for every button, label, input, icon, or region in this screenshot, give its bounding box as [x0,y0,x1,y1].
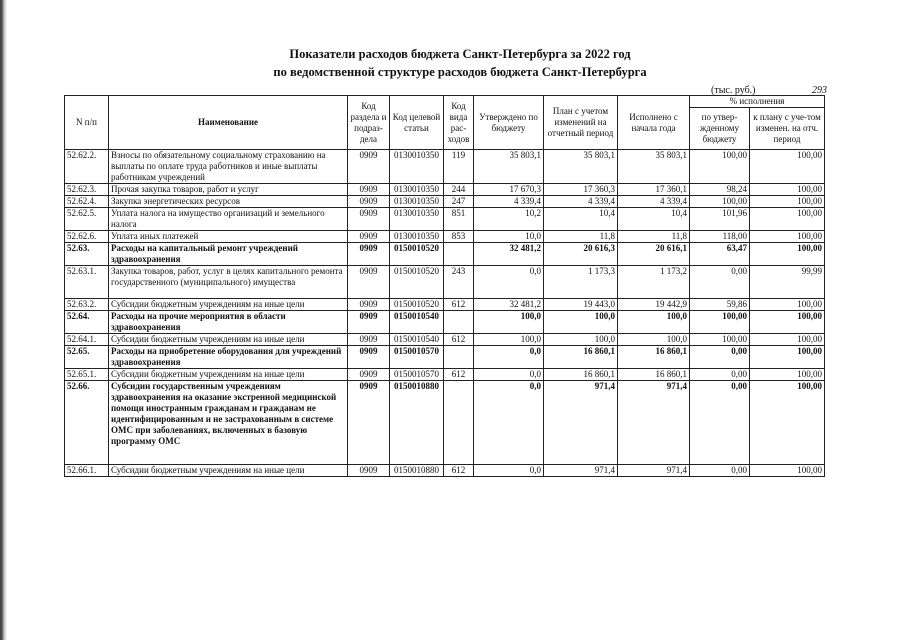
col-header-kind: Код вида рас-ходов [444,96,474,150]
row-plan: 4 339,4 [544,196,618,208]
table-row [65,266,825,299]
row-approved: 100,0 [474,311,544,334]
col-header-section: Код раздела и подраз-дела [348,96,390,150]
row-executed: 11,8 [618,231,690,243]
row-section-code: 0909 [348,184,390,196]
row-kind-code: 612 [444,334,474,346]
row-kind-code: 612 [444,465,474,477]
row-kind-code: 851 [444,208,474,231]
row-name: Уплата иных платежей [109,231,348,243]
page-title: Показатели расходов бюджета Санкт-Петербурга за 2022 год [289,47,631,61]
row-plan: 1 173,3 [544,266,618,299]
row-pct-plan: 100,00 [750,465,825,477]
row-num: 52.63.1. [65,266,109,299]
row-num: 52.63. [65,243,109,266]
row-executed: 17 360,1 [618,184,690,196]
row-approved: 0,0 [474,381,544,465]
col-header-target: Код целевой статьи [390,96,444,150]
page-subtitle: по ведомственной структуре расходов бюджета Санкт-Петербурга [273,65,647,79]
col-header-percent: % исполнения [690,96,825,108]
row-approved: 32 481,2 [474,243,544,266]
row-pct-budget: 100,00 [690,311,750,334]
row-pct-budget: 100,00 [690,150,750,184]
row-kind-code [444,346,474,369]
row-name: Субсидии бюджетным учреждениям на иные цели [109,465,348,477]
row-target-code: 0150010520 [390,299,444,311]
row-target-code: 0130010350 [390,231,444,243]
page-number: 293 [812,85,827,96]
row-executed: 16 860,1 [618,346,690,369]
row-executed: 971,4 [618,381,690,465]
row-pct-plan: 100,00 [750,299,825,311]
row-pct-budget: 101,96 [690,208,750,231]
row-pct-plan: 100,00 [750,231,825,243]
row-pct-plan: 100,00 [750,196,825,208]
row-name: Прочая закупка товаров, работ и услуг [109,184,348,196]
row-section-code: 0909 [348,150,390,184]
row-num: 52.64. [65,311,109,334]
row-kind-code: 247 [444,196,474,208]
row-section-code: 0909 [348,208,390,231]
row-target-code: 0150010520 [390,243,444,266]
table-row [65,346,825,369]
row-pct-plan: 100,00 [750,184,825,196]
row-num: 52.62.6. [65,231,109,243]
row-num: 52.66.1. [65,465,109,477]
row-section-code: 0909 [348,346,390,369]
row-name: Субсидии государственным учреждениям здравоохранения на оказание экстренной медицинской помощи иностранным гражданам и гражданам не идентифицированным и не застрахованным в системе ОМС при заболеваниях, включенных в базовую программу ОМС [109,381,348,465]
col-header-pct-budget: по утвер-жденному бюджету [690,108,750,150]
row-approved: 4 339,4 [474,196,544,208]
table-row [65,208,825,231]
row-executed: 20 616,1 [618,243,690,266]
row-kind-code [444,311,474,334]
row-plan: 16 860,1 [544,346,618,369]
row-target-code: 0150010520 [390,266,444,299]
row-plan: 35 803,1 [544,150,618,184]
row-num: 52.66. [65,381,109,465]
table-row [65,184,825,196]
row-target-code: 0130010350 [390,150,444,184]
row-pct-budget: 63,47 [690,243,750,266]
row-kind-code: 119 [444,150,474,184]
row-target-code: 0130010350 [390,184,444,196]
table-row [65,243,825,266]
table-row [65,150,825,184]
row-executed: 971,4 [618,465,690,477]
budget-table [64,95,825,477]
row-num: 52.65.1. [65,369,109,381]
row-num: 52.62.5. [65,208,109,231]
row-approved: 35 803,1 [474,150,544,184]
row-section-code: 0909 [348,369,390,381]
table-row [65,196,825,208]
row-kind-code [444,243,474,266]
row-pct-budget: 118,00 [690,231,750,243]
scan-edge [0,0,7,640]
row-section-code: 0909 [348,381,390,465]
col-header-plan: План с учетом изменений на отчетный период [544,96,618,150]
row-name: Субсидии бюджетным учреждениям на иные цели [109,369,348,381]
row-name: Субсидии бюджетным учреждениям на иные цели [109,334,348,346]
row-executed: 1 173,2 [618,266,690,299]
row-plan: 20 616,3 [544,243,618,266]
row-target-code: 0150010570 [390,346,444,369]
table-row [65,334,825,346]
table-body [65,150,825,477]
row-kind-code [444,381,474,465]
row-pct-budget: 59,86 [690,299,750,311]
col-header-name: Наименование [109,96,348,150]
row-name: Расходы на прочие мероприятия в области здравоохранения [109,311,348,334]
row-pct-plan: 100,00 [750,346,825,369]
row-pct-plan: 100,00 [750,311,825,334]
row-pct-plan: 100,00 [750,334,825,346]
row-pct-budget: 100,00 [690,334,750,346]
row-pct-plan: 100,00 [750,369,825,381]
row-target-code: 0130010350 [390,208,444,231]
table-row [65,231,825,243]
row-section-code: 0909 [348,334,390,346]
row-kind-code: 612 [444,369,474,381]
row-executed: 10,4 [618,208,690,231]
row-name: Закупка энергетических ресурсов [109,196,348,208]
row-target-code: 0150010880 [390,465,444,477]
row-plan: 100,0 [544,311,618,334]
row-kind-code: 244 [444,184,474,196]
row-executed: 35 803,1 [618,150,690,184]
row-target-code: 0150010570 [390,369,444,381]
row-kind-code: 243 [444,266,474,299]
row-num: 52.62.2. [65,150,109,184]
row-section-code: 0909 [348,465,390,477]
row-plan: 16 860,1 [544,369,618,381]
row-plan: 971,4 [544,381,618,465]
table-row [65,311,825,334]
row-section-code: 0909 [348,266,390,299]
row-pct-plan: 100,00 [750,150,825,184]
row-num: 52.62.3. [65,184,109,196]
row-target-code: 0130010350 [390,196,444,208]
row-approved: 100,0 [474,334,544,346]
table-row [65,299,825,311]
row-num: 52.62.4. [65,196,109,208]
row-executed: 16 860,1 [618,369,690,381]
row-target-code: 0150010880 [390,381,444,465]
row-pct-plan: 100,00 [750,381,825,465]
col-header-approved: Утверждено по бюджету [474,96,544,150]
row-kind-code: 853 [444,231,474,243]
row-name: Уплата налога на имущество организаций и земельного налога [109,208,348,231]
row-name: Взносы по обязательному социальному страхованию на выплаты по оплате труда работников и иные выплаты работникам учреждений [109,150,348,184]
row-approved: 0,0 [474,369,544,381]
row-pct-budget: 98,24 [690,184,750,196]
row-approved: 10,2 [474,208,544,231]
row-pct-plan: 100,00 [750,243,825,266]
row-plan: 100,0 [544,334,618,346]
row-pct-budget: 0,00 [690,465,750,477]
row-num: 52.65. [65,346,109,369]
row-pct-budget: 0,00 [690,266,750,299]
row-executed: 100,0 [618,334,690,346]
row-approved: 0,0 [474,465,544,477]
row-name: Закупка товаров, работ, услуг в целях капитального ремонта государственного (муниципального) имущества [109,266,348,299]
row-pct-budget: 0,00 [690,381,750,465]
col-header-pct-plan: к плану с уче-том изменен. на отч. период [750,108,825,150]
row-section-code: 0909 [348,243,390,266]
row-num: 52.64.1. [65,334,109,346]
row-section-code: 0909 [348,231,390,243]
row-pct-plan: 99,99 [750,266,825,299]
row-num: 52.63.2. [65,299,109,311]
row-approved: 0,0 [474,266,544,299]
row-plan: 19 443,0 [544,299,618,311]
row-approved: 32 481,2 [474,299,544,311]
row-pct-plan: 100,00 [750,208,825,231]
row-approved: 17 670,3 [474,184,544,196]
row-approved: 10,0 [474,231,544,243]
row-pct-budget: 0,00 [690,346,750,369]
col-header-executed: Исполнено с начала года [618,96,690,150]
row-executed: 4 339,4 [618,196,690,208]
units-label: (тыс. руб.) [711,85,756,96]
row-executed: 100,0 [618,311,690,334]
row-target-code: 0150010540 [390,334,444,346]
row-target-code: 0150010540 [390,311,444,334]
row-pct-budget: 100,00 [690,196,750,208]
row-name: Субсидии бюджетным учреждениям на иные цели [109,299,348,311]
row-approved: 0,0 [474,346,544,369]
row-plan: 10,4 [544,208,618,231]
row-plan: 11,8 [544,231,618,243]
row-executed: 19 442,9 [618,299,690,311]
row-pct-budget: 0,00 [690,369,750,381]
table-row [65,369,825,381]
row-section-code: 0909 [348,196,390,208]
row-kind-code: 612 [444,299,474,311]
row-section-code: 0909 [348,311,390,334]
row-plan: 971,4 [544,465,618,477]
col-header-num: N п/п [65,96,109,150]
table-row [65,465,825,477]
row-name: Расходы на приобретение оборудования для учреждений здравоохранения [109,346,348,369]
row-plan: 17 360,3 [544,184,618,196]
row-section-code: 0909 [348,299,390,311]
row-name: Расходы на капитальный ремонт учреждений здравоохранения [109,243,348,266]
table-row [65,381,825,465]
